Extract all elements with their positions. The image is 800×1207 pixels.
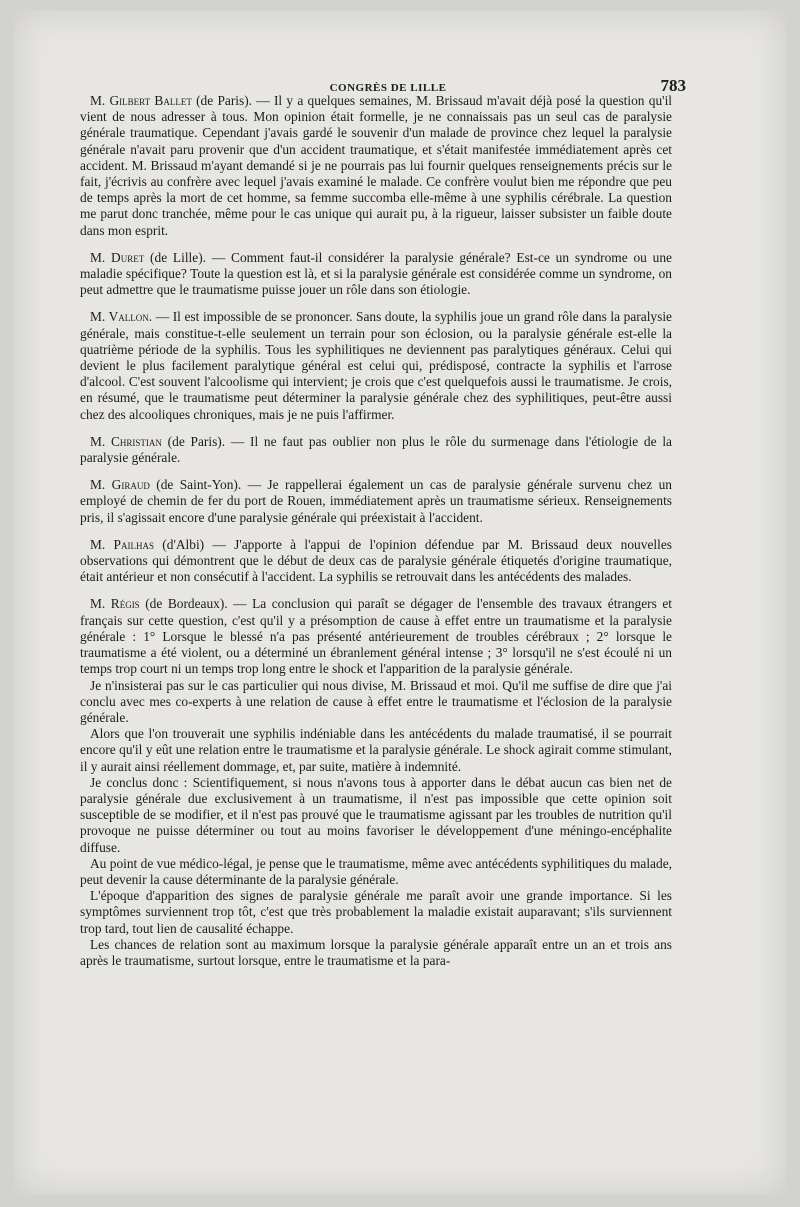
running-title: CONGRÈS DE LILLE	[329, 82, 447, 94]
speaker-name: M. Pailhas	[90, 536, 154, 552]
paragraph-text: (de Bordeaux). — La conclusion qui paraît se dégager de l'ensemble des travaux étrangers et français sur cette question, c'est qu'il y a présomption de cause à effet entre un traumatisme et la paralysie générale : 1° Lorsque le blessé n'a pas présenté antérieurement de troubles cérébraux ; 2° lorsque le traumatisme a été violent, ou a déterminé un ébranlement général intense ; 3° lorsqu'il ne s'est écoulé ni un temps trop court ni un temps trop long entre le shock et l'apparition de la paralysie générale.	[80, 596, 672, 677]
paragraph: Alors que l'on trouverait une syphilis indéniable dans les antécédents du malade traumatisé, il se pourrait encore qu'il y eût une relation entre le traumatisme et la paralysie générale. Le shock agirait comme stimulant, il y aurait ainsi réellement dommage, et, par suite, matière à indemnité.	[80, 726, 672, 774]
speaker-name: M. Régis	[90, 596, 140, 612]
paragraph-duret	[80, 250, 672, 299]
paragraph: Je conclus donc : Scientifiquement, si nous n'avons tous à apporter dans le débat aucun cas bien net de paralysie générale due exclusivement à un traumatisme, il n'est pas impossible que cette opinion soit susceptible de se modifier, et il n'est pas prouvé que le traumatisme agissant par les troubles de nutrition qu'il provoque ne puisse déterminer ou tout au moins favoriser le développement d'une méningo-encéphalite diffuse.	[80, 774, 672, 855]
paragraph-ballet	[80, 93, 672, 239]
paragraph-text: (d'Albi) — J'apporte à l'appui de l'opinion défendue par M. Brissaud deux nouvelles observations qui démontrent que le début de deux cas de paralysie générale étiquetés d'origine traumatique, était antérieur et non consécutif à l'accident. La syphilis se retrouvait dans les antécédents des malades.	[80, 536, 672, 585]
paragraph: Au point de vue médico-légal, je pense que le traumatisme, même avec antécédents syphilitiques du malade, peut devenir la cause déterminante de la paralysie générale.	[80, 855, 672, 887]
speaker-name: M. Giraud	[90, 477, 150, 493]
paragraph-pailhas	[80, 537, 672, 586]
speaker-name: M. Vallon	[90, 309, 149, 325]
paragraph-text: (de Paris). — Il y a quelques semaines, M. Brissaud m'avait déjà posé la question qu'il vient de nous adresser à tous. Mon opinion était formelle, je ne connaissais pas un seul cas de paralysie générale traumatique. Cependant j'avais gardé le souvenir d'un malade de province chez lequel la paralysie générale n'avait paru provenir que d'un accident traumatique, et s'était manifestée immédiatement après cet accident. M. Brissaud m'ayant demandé si je ne pourrais pas lui fournir quelques renseignements précis sur le fait, j'écrivis au confrère avec lequel j'avais examiné le malade. Ce confrère voulut bien me répondre que peu de temps après la mort de cet homme, sa femme succomba elle-même à une syphilis cérébrale. La question me parut donc tranchée, même pour le cas unique qui aurait pu, à la rigueur, laisser subsister un faible doute dans mon esprit.	[80, 93, 673, 238]
paragraph-text: (de Lille). — Comment faut-il considérer la paralysie générale? Est-ce un syndrome ou une maladie spécifique? Toute la question est là, et si la paralysie générale est considérée comme un syndrome, on peut admettre que le traumatisme puisse jouer un rôle dans son étiologie.	[80, 249, 672, 298]
paragraph-christian	[80, 434, 672, 466]
speaker-name: M. Christian	[90, 433, 162, 449]
paragraph-text: (de Paris). — Il ne faut pas oublier non plus le rôle du surmenage dans l'étiologie de la paralysie générale.	[80, 433, 672, 466]
page-number: 783	[660, 76, 686, 95]
speaker-name: M. Duret	[90, 249, 145, 265]
paragraph-regis	[80, 596, 672, 677]
paragraph-text: . — Il est impossible de se prononcer. Sans doute, la syphilis joue un grand rôle dans la paralysie générale, mais constitue-t-elle seulement un terrain pour son éclosion, ou la paralysie générale est-elle la quatrième période de la syphilis. Tous les syphilitiques ne deviennent pas paralytiques généraux. Celui qui devient le plus facilement paralytique général est celui qui, prédisposé, contracte la syphilis et l'arrose d'alcool. C'est souvent l'alcoolisme qui intervient; je crois que c'est quelquefois aussi le traumatisme. Je crois, en résumé, que le traumatisme peut déterminer la paralysie générale chez des syphilitiques, peut-être aussi chez des alcooliques chroniques, mais je ne puis l'affirmer.	[80, 309, 672, 422]
paragraph: Les chances de relation sont au maximum lorsque la paralysie générale apparaît entre un an et trois ans après le traumatisme, surtout lorsque, entre le traumatisme et la para-	[80, 936, 672, 968]
paragraph-vallon	[80, 309, 672, 422]
body-text	[80, 93, 672, 969]
speaker-name: M. Gilbert Ballet	[90, 93, 192, 108]
paragraph: L'époque d'apparition des signes de paralysie générale me paraît avoir une grande importance. Si les symptômes surviennent trop tôt, c'est que très probablement la maladie existait auparavant; s'ils surviennent trop tard, tout lien de causalité échappe.	[80, 888, 672, 936]
paragraph: Je n'insisterai pas sur le cas particulier qui nous divise, M. Brissaud et moi. Qu'il me suffise de dire que j'ai conclu avec mes co-experts à une relation de cause à effet entre le traumatisme et l'éclosion de la paralysie générale.	[80, 677, 672, 725]
paragraph-text: (de Saint-Yon). — Je rappellerai également un cas de paralysie générale survenu chez un employé de chemin de fer du port de Rouen, immédiatement après un traumatisme sérieux. Renseignements pris, il s'agissait encore d'une paralysie générale qui préexistait à l'accident.	[80, 477, 672, 525]
paragraph-giraud	[80, 477, 672, 526]
